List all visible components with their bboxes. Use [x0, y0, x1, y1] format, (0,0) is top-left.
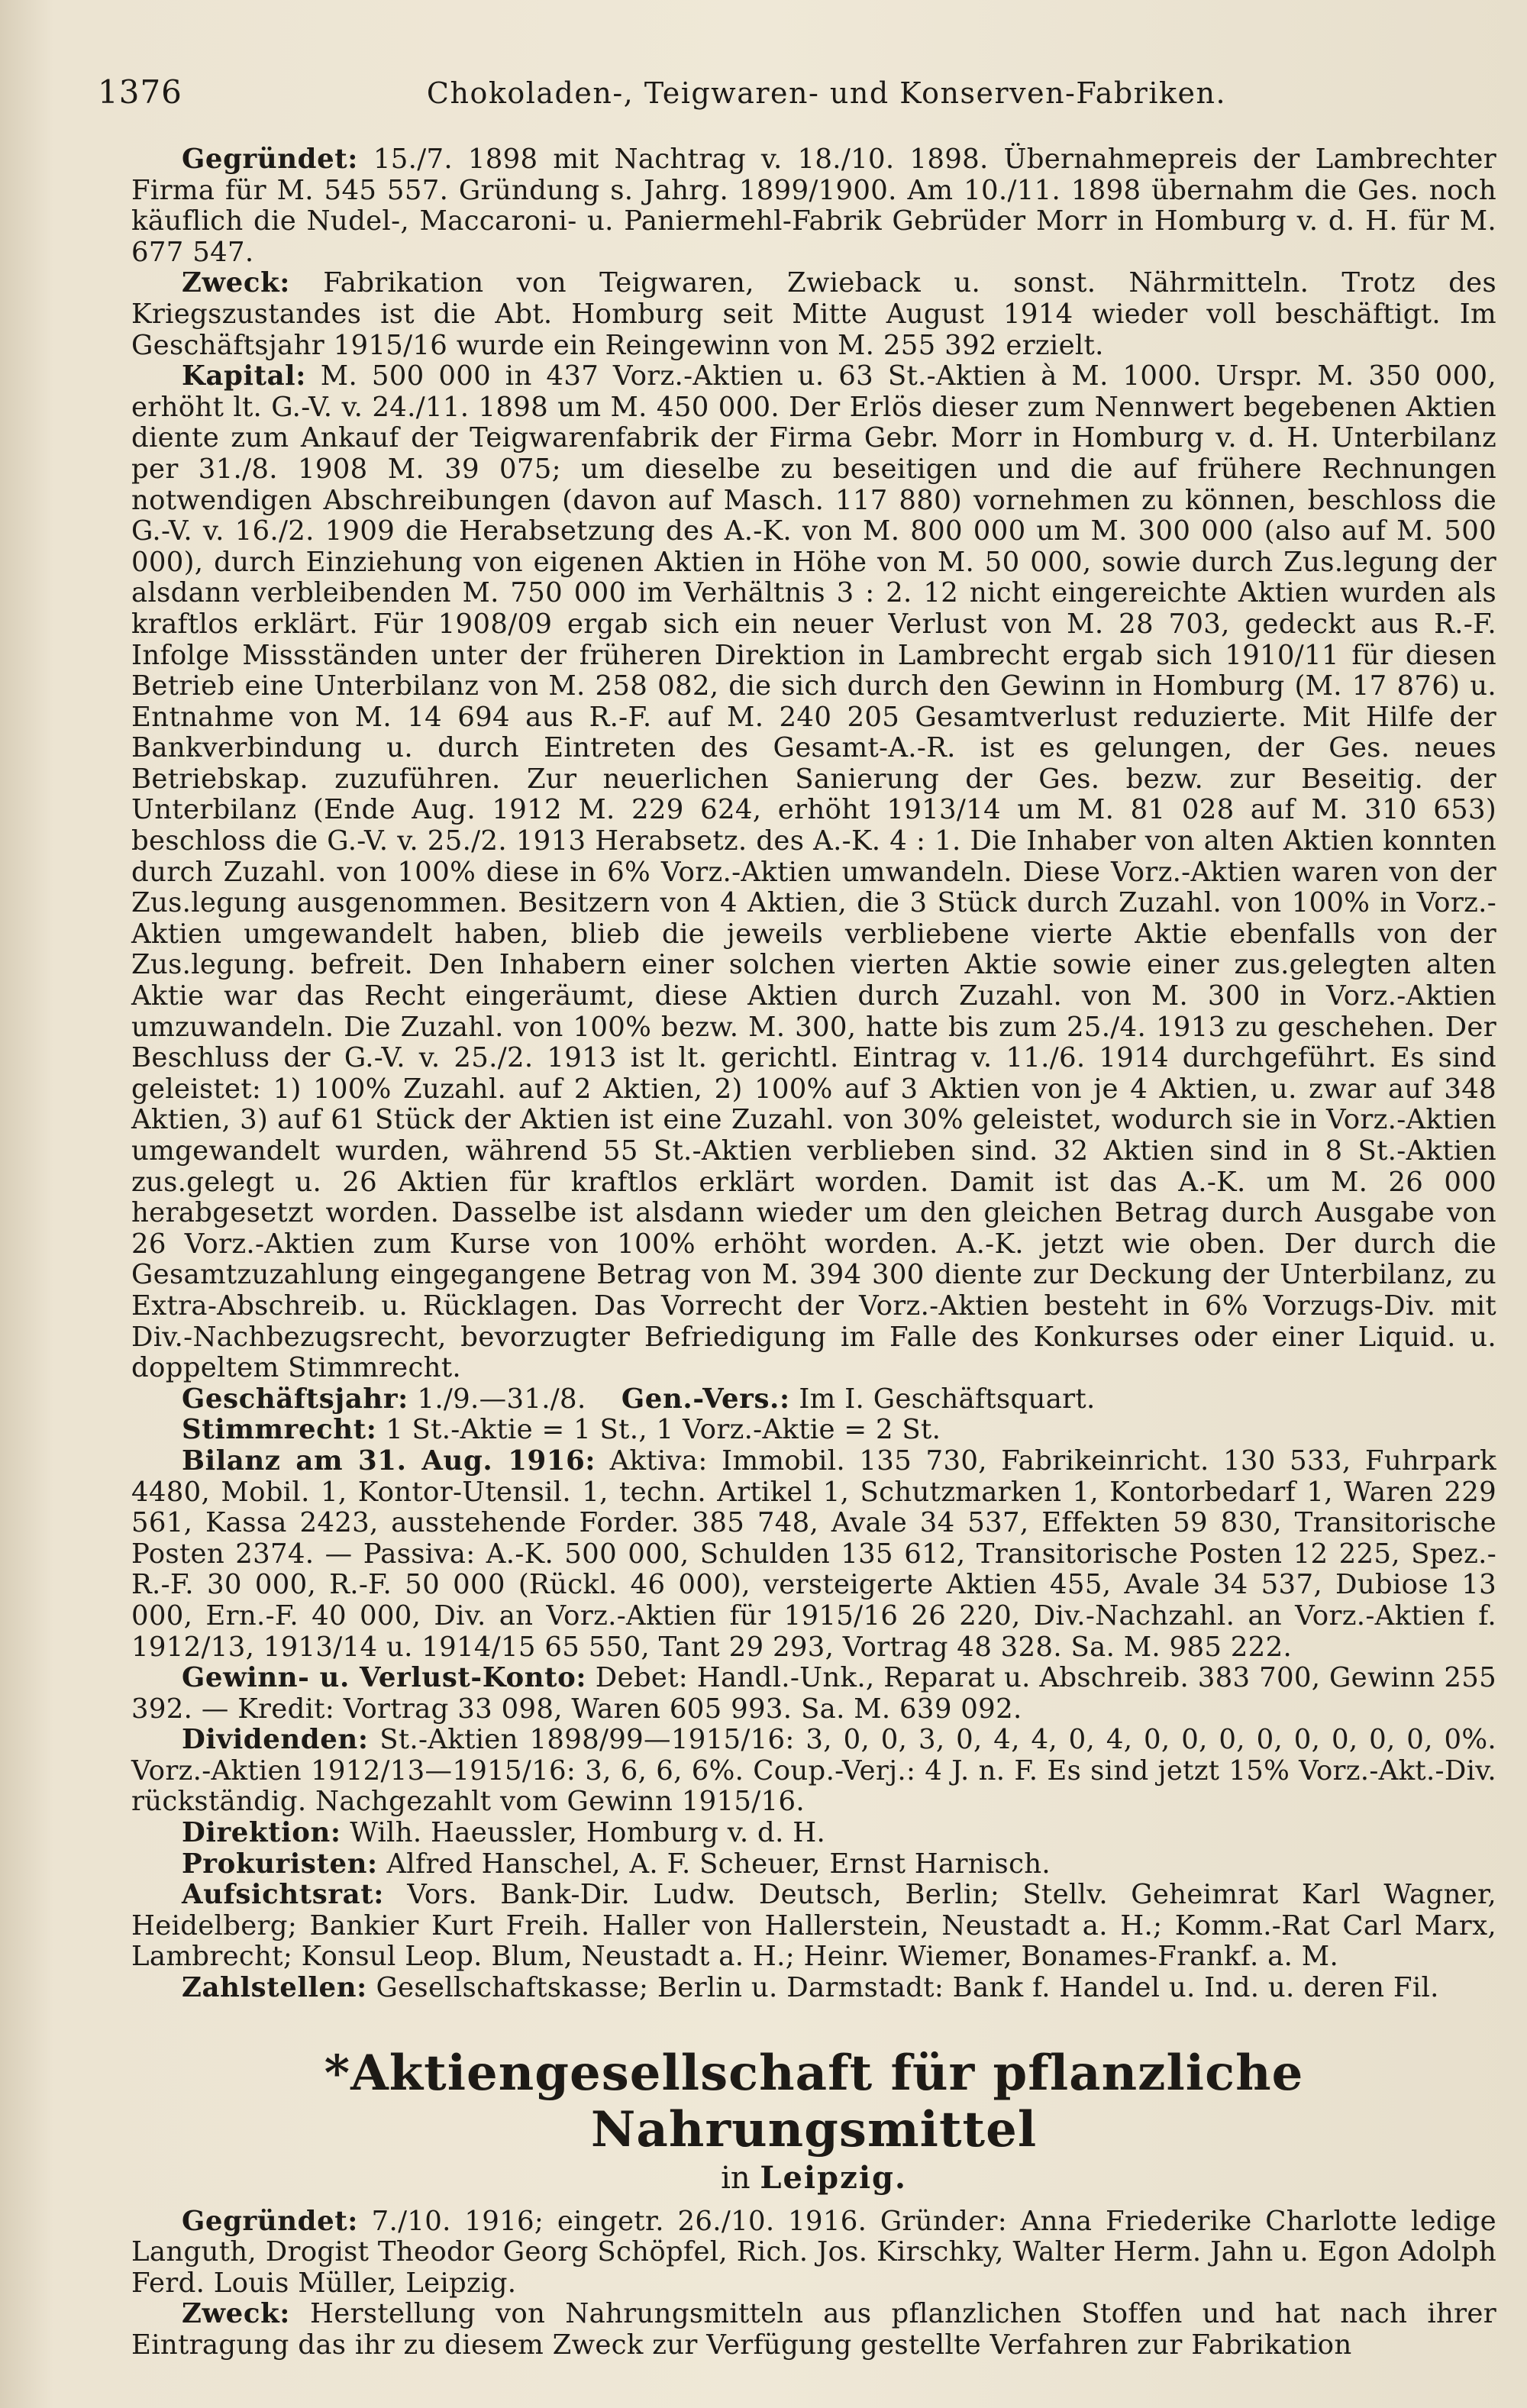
kapital-label: Kapital:	[182, 360, 306, 392]
dividenden-paragraph	[131, 1725, 1496, 1818]
direktion-paragraph	[131, 1818, 1496, 1849]
stimmrecht-paragraph	[131, 1415, 1496, 1446]
zweck-label: Zweck:	[182, 267, 290, 299]
zweck-text: Fabrikation von Teigwaren, Zwieback u. sonst. Nährmitteln. Trotz des Kriegszustandes ist die Abt. Homburg seit Mitte August 1914 wieder voll beschäftigt. Im Geschäftsjahr 1915/16 wurde ein Reingewinn von M. 255 392 erzielt.	[131, 267, 1496, 361]
genvers-label: Gen.-Vers.:	[621, 1383, 790, 1415]
kapital-text: M. 500 000 in 437 Vorz.-Aktien u. 63 St.-Aktien à M. 1000. Urspr. M. 350 000, erhöht lt. G.-V. v. 24./11. 1898 um M. 450 000. Der Erlös dieser zum Nennwert begebenen Aktien diente zum Ankauf der Teigwarenfabrik der Firma Gebr. Morr in Homburg v. d. H. Unterbilanz per 31./8. 1908 M. 39 075; um dieselbe zu beseitigen und die auf frühere Rechnungen notwendigen Abschreibungen (davon auf Masch. 117 880) vornehmen zu können, beschloss die G.-V. v. 16./2. 1909 die Herabsetzung des A.-K. von M. 800 000 um M. 300 000 (also auf M. 500 000), durch Einziehung von eigenen Aktien in Höhe von M. 50 000, sowie durch Zus.legung der alsdann verbleibenden M. 750 000 im Verhältnis 3 : 2. 12 nicht eingereichte Aktien wurden als kraftlos erklärt. Für 1908/09 ergab sich ein neuer Verlust von M. 28 703, gedeckt aus R.-F. Infolge Missständen unter der früheren Direktion in Lambrecht ergab sich 1910/11 für diesen Betrieb eine Unterbilanz von M. 258 082, die sich durch den Gewinn in Homburg (M. 17 876) u. Entnahme von M. 14 694 aus R.-F. auf M. 240 205 Gesamtverlust reduzierte. Mit Hilfe der Bankverbindung u. durch Eintreten des Gesamt-A.-R. ist es gelungen, der Ges. neues Betriebskap. zuzuführen. Zur neuerlichen Sanierung der Ges. bezw. zur Beseitig. der Unterbilanz (Ende Aug. 1912 M. 229 624, erhöht 1913/14 um M. 81 028 auf M. 310 653) beschloss die G.-V. v. 25./2. 1913 Herabsetz. des A.-K. 4 : 1. Die Inhaber von alten Aktien konnten durch Zuzahl. von 100% diese in 6% Vorz.-Aktien umwandeln. Diese Vorz.-Aktien waren von der Zus.legung ausgenommen. Besitzern von 4 Aktien, die 3 Stück durch Zuzahl. von 100% in Vorz.-Aktien umgewandelt haben, blieb die jeweils verbliebene vierte Aktie ebenfalls von der Zus.legung. befreit. Den Inhabern einer solchen vierten Aktie sowie einer zus.gelegten alten Aktie war das Recht eingeräumt, diese Aktien durch Zuzahl. von M. 300 in Vorz.-Aktien umzuwandeln. Die Zuzahl. von 100% bezw. M. 300, hatte bis zum 25./4. 1913 zu geschehen. Der Beschluss der G.-V. v. 25./2. 1913 ist lt. gerichtl. Eintrag v. 11./6. 1914 durchgeführt. Es sind geleistet: 1) 100% Zuzahl. auf 2 Aktien, 2) 100% auf 3 Aktien von je 4 Aktien, u. zwar auf 348 Aktien, 3) auf 61 Stück der Aktien ist eine Zuzahl. von 30% geleistet, wodurch sie in Vorz.-Aktien umgewandelt wurden, während 55 St.-Aktien verblieben sind. 32 Aktien sind in 8 St.-Aktien zus.gelegt u. 26 Aktien für kraftlos erklärt worden. Damit ist das A.-K. um M. 26 000 herabgesetzt worden. Dasselbe ist alsdann wieder um den gleichen Betrag durch Ausgabe von 26 Vorz.-Aktien zum Kurse von 100% erhöht worden. A.-K. jetzt wie oben. Der durch die Gesamtzuzahlung eingegangene Betrag von M. 394 300 diente zur Deckung der Unterbilanz, zu Extra-Abschreib. u. Rücklagen. Das Vorrecht der Vorz.-Aktien besteht in 6% Vorzugs-Div. mit Div.-Nachbezugsrecht, bevorzugter Befriedigung im Falle des Konkurses oder einer Liquid. u. doppeltem Stimmrecht.	[131, 360, 1496, 1384]
zahlstellen-label: Zahlstellen:	[182, 1972, 367, 2004]
aufsichtsrat-label: Aufsichtsrat:	[182, 1879, 384, 1911]
running-title: Chokoladen-, Teigwaren- und Konserven-Fabriken.	[426, 76, 1227, 110]
dividenden-label: Dividenden:	[182, 1724, 369, 1756]
geschaeftsjahr-text: 1./9.—31./8.	[417, 1383, 586, 1415]
location-city: Leipzig.	[760, 2159, 907, 2196]
prokuristen-label: Prokuristen:	[182, 1848, 378, 1880]
zahlstellen-paragraph	[131, 1973, 1496, 2004]
geschaeftsjahr-label: Geschäftsjahr:	[182, 1383, 408, 1415]
company-entry-leipzig	[131, 2045, 1496, 2361]
location-prefix: in	[721, 2160, 751, 2196]
gegruendet-paragraph-2	[131, 2206, 1496, 2300]
aufsichtsrat-text: Vors. Bank-Dir. Ludw. Deutsch, Berlin; Stellv. Geheimrat Karl Wagner, Heidelberg; Bankier Kurt Freih. Haller von Hallerstein, Neustadt a. H.; Komm.-Rat Carl Marx, Lambrecht; Konsul Leop. Blum, Neustadt a. H.; Heinr. Wiemer, Bonames-Frankf. a. M.	[131, 1879, 1496, 1973]
gegruendet-text-2: 7./10. 1916; eingetr. 26./10. 1916. Gründer: Anna Friederike Charlotte ledige Languth, Drogist Theodor Georg Schöpfel, Rich. Jos. Kirschky, Walter Herm. Jahn u. Egon Adolph Ferd. Louis Müller, Leipzig.	[131, 2205, 1496, 2299]
gegruendet-paragraph	[131, 144, 1496, 268]
bilanz-label: Bilanz am 31. Aug. 1916:	[182, 1444, 596, 1477]
prokuristen-text: Alfred Hanschel, A. F. Scheuer, Ernst Harnisch.	[386, 1848, 1051, 1880]
geschaeftsjahr-paragraph	[131, 1384, 1496, 1415]
company-location	[131, 2160, 1496, 2196]
zweck-paragraph	[131, 268, 1496, 361]
genvers-text: Im I. Geschäftsquart.	[799, 1383, 1096, 1415]
gegruendet-label: Gegründet:	[182, 144, 358, 175]
bilanz-text: Aktiva: Immobil. 135 730, Fabrikeinricht. 130 533, Fuhrpark 4480, Mobil. 1, Kontor-Utensil. 1, techn. Artikel 1, Schutzmarken 1, Kontorbedarf 1, Waren 229 561, Kassa 2423, ausstehende Forder. 385 748, Avale 34 537, Effekten 59 830, Transitorische Posten 2374. — Passiva: A.-K. 500 000, Schulden 135 612, Transitorische Posten 12 225, Spez.-R.-F. 30 000, R.-F. 50 000 (Rückl. 46 000), versteigerte Aktien 455, Avale 34 537, Dubiose 13 000, Ern.-F. 40 000, Div. an Vorz.-Aktien für 1915/16 26 220, Div.-Nachzahl. an Vorz.-Aktien f. 1912/13, 1913/14 u. 1914/15 65 550, Tant 29 293, Vortrag 48 328. Sa. M. 985 222.	[131, 1444, 1496, 1663]
kapital-paragraph	[131, 361, 1496, 1384]
stimmrecht-label: Stimmrecht:	[182, 1414, 377, 1446]
zahlstellen-text: Gesellschaftskasse; Berlin u. Darmstadt: Bank f. Handel u. Ind. u. deren Fil.	[376, 1972, 1439, 2004]
gewinn-label: Gewinn- u. Verlust-Konto:	[182, 1662, 587, 1694]
aufsichtsrat-paragraph	[131, 1880, 1496, 1973]
prokuristen-paragraph	[131, 1849, 1496, 1880]
bilanz-paragraph	[131, 1446, 1496, 1663]
gegruendet-label-2: Gegründet:	[182, 2205, 358, 2237]
page-header	[98, 73, 1496, 111]
dividenden-text: St.-Aktien 1898/99—1915/16: 3, 0, 0, 3, 0, 4, 4, 0, 4, 0, 0, 0, 0, 0, 0, 0, 0, 0%. Vorz.-Aktien 1912/13—1915/16: 3, 6, 6, 6%. Coup.-Verj.: 4 J. n. F. Es sind jetzt 15% Vorz.-Akt.-Div. rückständig. Nachgezahlt vom Gewinn 1915/16.	[131, 1724, 1496, 1818]
page-number: 1376	[98, 73, 182, 111]
zweck-label-2: Zweck:	[182, 2298, 290, 2330]
direktion-text: Wilh. Haeussler, Homburg v. d. H.	[350, 1817, 826, 1849]
company-entry-lambrecht	[131, 144, 1496, 2004]
direktion-label: Direktion:	[182, 1817, 341, 1849]
zweck-paragraph-2	[131, 2299, 1496, 2361]
stimmrecht-text: 1 St.-Aktie = 1 St., 1 Vorz.-Aktie = 2 St.	[386, 1414, 941, 1446]
company-title: *Aktiengesellschaft für pflanzliche Nahrungsmittel	[324, 2044, 1304, 2158]
gewinn-paragraph	[131, 1663, 1496, 1725]
gewinn-text: Debet: Handl.-Unk., Reparat u. Abschreib. 383 700, Gewinn 255 392. — Kredit: Vortrag 33 098, Waren 605 993. Sa. M. 639 092.	[131, 1662, 1496, 1725]
gegruendet-text: 15./7. 1898 mit Nachtrag v. 18./10. 1898. Übernahmepreis der Lambrechter Firma für M. 545 557. Gründung s. Jahrg. 1899/1900. Am 10./11. 1898 übernahm die Ges. noch käuflich die Nudel-, Maccaroni- u. Paniermehl-Fabrik Gebrüder Morr in Homburg v. d. H. für M. 677 547.	[131, 144, 1496, 268]
zweck-text-2: Herstellung von Nahrungsmitteln aus pflanzlichen Stoffen und hat nach ihrer Eintragung das ihr zu diesem Zweck zur Verfügung gestellte Verfahren zur Fabrikation	[131, 2298, 1496, 2361]
